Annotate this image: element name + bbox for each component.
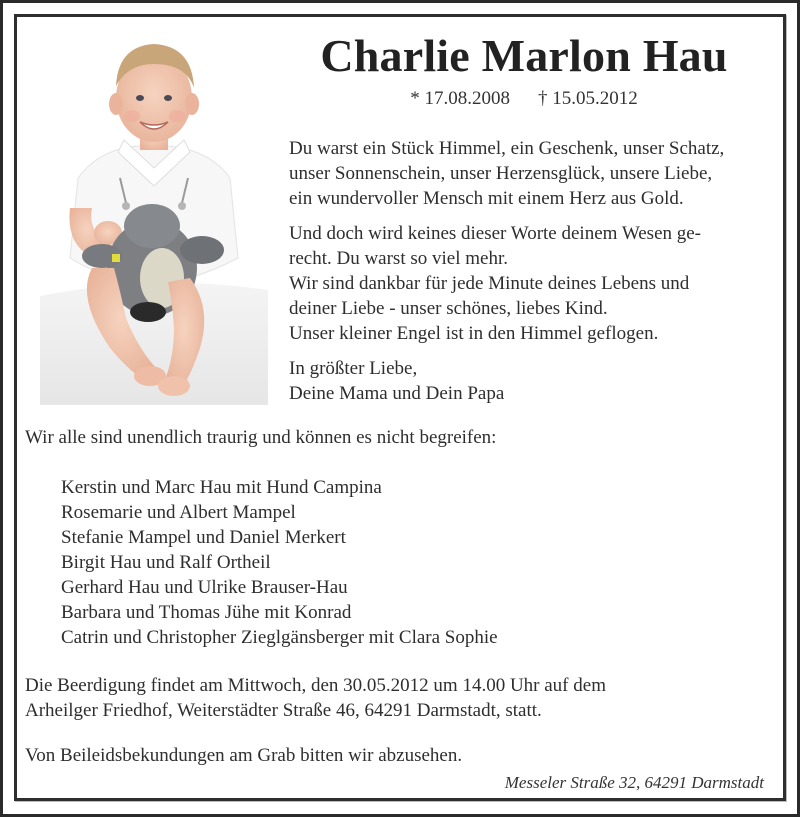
funeral-line: Arheilger Friedhof, Weiterstädter Straße 46, 64291 Darmstadt, statt. <box>25 700 542 721</box>
poem-stanza <box>289 221 779 346</box>
mourner-entry: Gerhard Hau und Ulrike Brauser-Hau <box>61 577 348 598</box>
poem-line: Unser kleiner Engel ist in den Himmel geflogen. <box>289 323 659 344</box>
memorial-poem <box>289 136 779 416</box>
child-portrait-photo <box>40 28 268 405</box>
poem-line: ein wundervoller Mensch mit einem Herz aus Gold. <box>289 188 684 209</box>
mourners-intro: Wir alle sind unendlich traurig und können es nicht begreifen: <box>25 427 497 448</box>
poem-line: Und doch wird keines dieser Worte deinem Wesen ge- <box>289 223 702 244</box>
mourners-list <box>61 475 498 650</box>
poem-stanza <box>289 136 779 211</box>
deceased-name: Charlie Marlon Hau <box>320 30 728 81</box>
funeral-line: Die Beerdigung findet am Mittwoch, den 30.05.2012 um 14.00 Uhr auf dem <box>25 675 606 696</box>
photo-icon <box>40 28 268 405</box>
mourner-entry: Rosemarie und Albert Mampel <box>61 502 296 523</box>
life-dates <box>288 86 760 112</box>
poem-line: recht. Du warst so viel mehr. <box>289 248 508 269</box>
poem-line: deiner Liebe - unser schönes, liebes Kind. <box>289 298 608 319</box>
poem-line: Deine Mama und Dein Papa <box>289 383 505 404</box>
birth-date: * 17.08.2008 <box>410 88 510 109</box>
mourner-entry: Barbara und Thomas Jühe mit Konrad <box>61 602 352 623</box>
family-address: Messeler Straße 32, 64291 Darmstadt <box>504 773 764 792</box>
mourner-entry: Kerstin und Marc Hau mit Hund Campina <box>61 477 382 498</box>
poem-line: In größter Liebe, <box>289 358 418 379</box>
mourner-entry: Birgit Hau und Ralf Ortheil <box>61 552 271 573</box>
funeral-details <box>25 673 606 723</box>
death-date: † 15.05.2012 <box>538 88 638 109</box>
mourner-entry: Stefanie Mampel und Daniel Merkert <box>61 527 346 548</box>
poem-signature <box>289 356 779 406</box>
poem-line: unser Sonnenschein, unser Herzensglück, unsere Liebe, <box>289 163 713 184</box>
poem-line: Wir sind dankbar für jede Minute deines Lebens und <box>289 273 690 294</box>
condolence-note: Von Beileidsbekundungen am Grab bitten wir abzusehen. <box>25 745 463 766</box>
mourner-entry: Catrin und Christopher Zieglgänsberger mit Clara Sophie <box>61 627 498 648</box>
poem-line: Du warst ein Stück Himmel, ein Geschenk, unser Schatz, <box>289 138 725 159</box>
